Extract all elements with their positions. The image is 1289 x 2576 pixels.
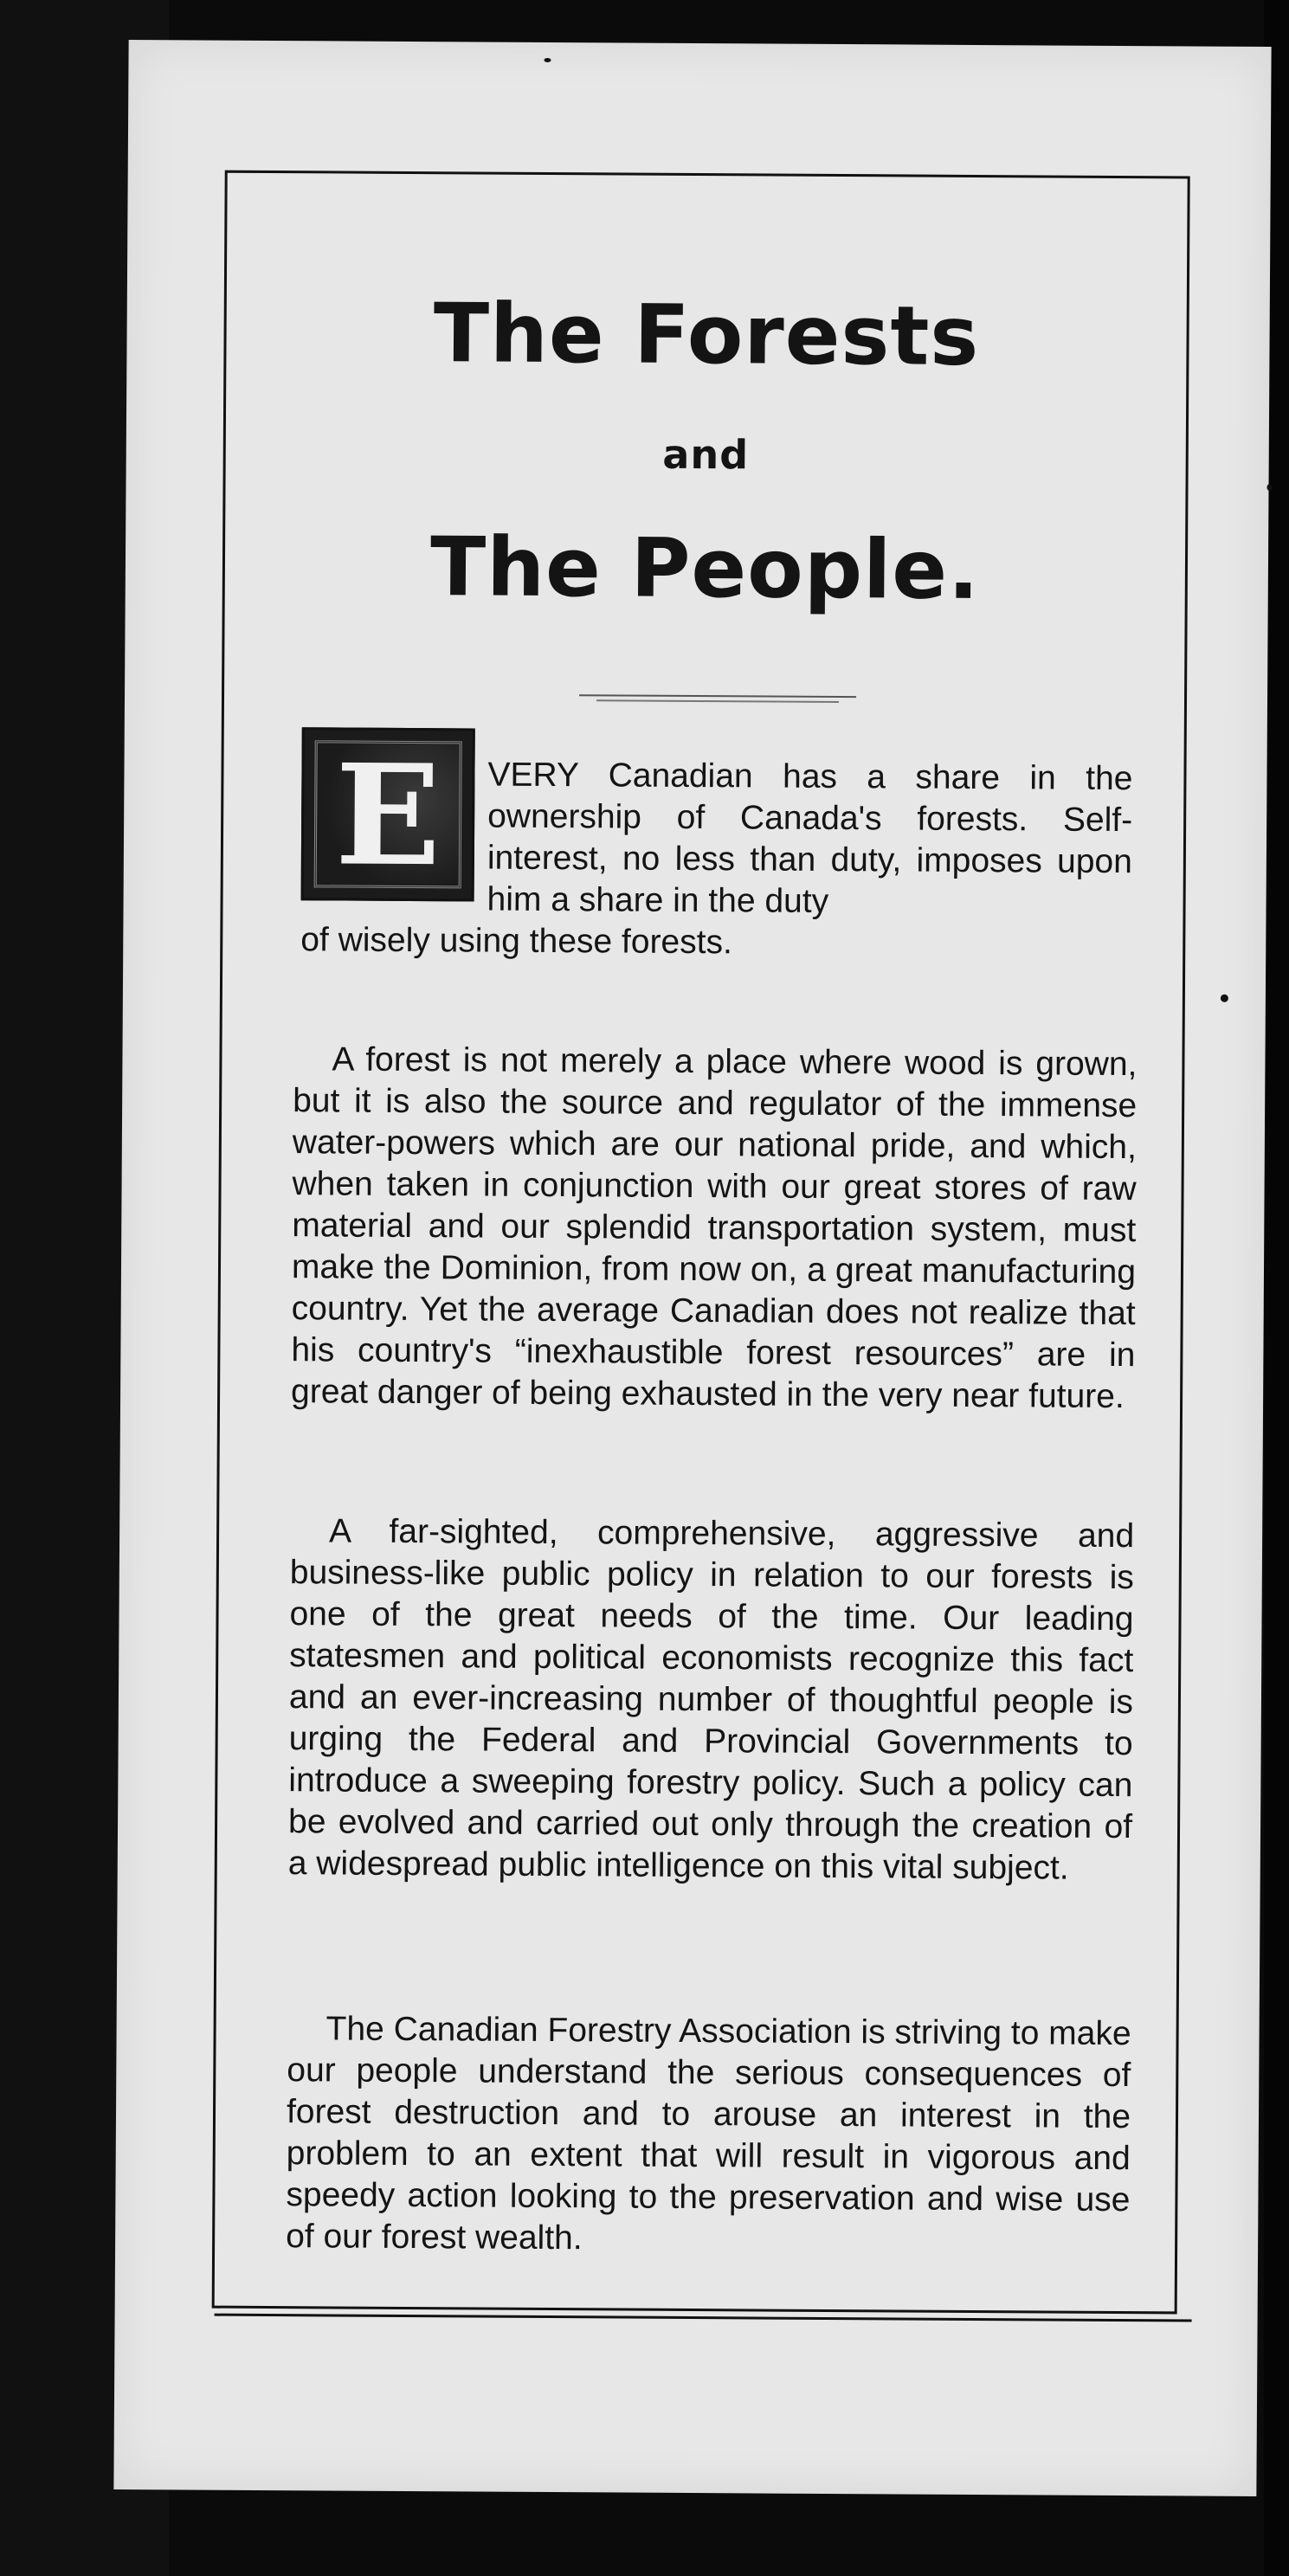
paragraph-1-lead: VERY Canadian has a share in the ownership of Canada's forests. Self-interest, no less than duty, imposes upon him a share in the duty (487, 756, 1133, 920)
scan-speck (1266, 484, 1272, 491)
title-line-1: The Forests (433, 287, 980, 385)
title-line-3: The People. (429, 520, 981, 619)
scan-speck (1221, 995, 1228, 1002)
drop-cap (301, 727, 475, 901)
border-frame (212, 171, 1190, 2315)
paragraph-2: A forest is not merely a place where wood is grown, but it is also the source and regulator of the immense water-powers which are our national pride, and which, when taken in conjunction with our great stores of raw material and our splendid transportation system, must make the Dominion, from now on, a great manufacturing country. Yet the average Canadian does not realize that his country's “inexhaustible forest resources” are in great danger of being exhausted in the very near future. (290, 1040, 1138, 1416)
bottom-rule (215, 2314, 1192, 2322)
paragraph-4: The Canadian Forestry Association is striving to make our people understand the serious consequences of forest destruction and to arouse an interest in the problem to an extent that will result in vigorous and speedy action looking to the preservation and wise use of our forest wealth. (286, 2010, 1131, 2257)
ornamental-divider (579, 694, 856, 705)
title-line-2: and (662, 430, 750, 479)
scan-speck (545, 58, 551, 62)
paragraph-3: A far-sighted, comprehensive, aggressive and business-like public policy in relation to our forests is one of the great needs of the time. Our leading statesmen and political economists recognize this fact and an ever-increasing number of thoughtful people is urging the Federal and Provincial Governments to introduce a sweeping forestry policy. Such a policy can be evolved and carried out only through the creation of a widespread public intelligence on this vital subject. (287, 1512, 1135, 1887)
paragraph-1-tail: of wisely using these forests. (300, 921, 733, 962)
drop-cap-letter: E (334, 733, 441, 898)
document-page (113, 40, 1271, 2496)
